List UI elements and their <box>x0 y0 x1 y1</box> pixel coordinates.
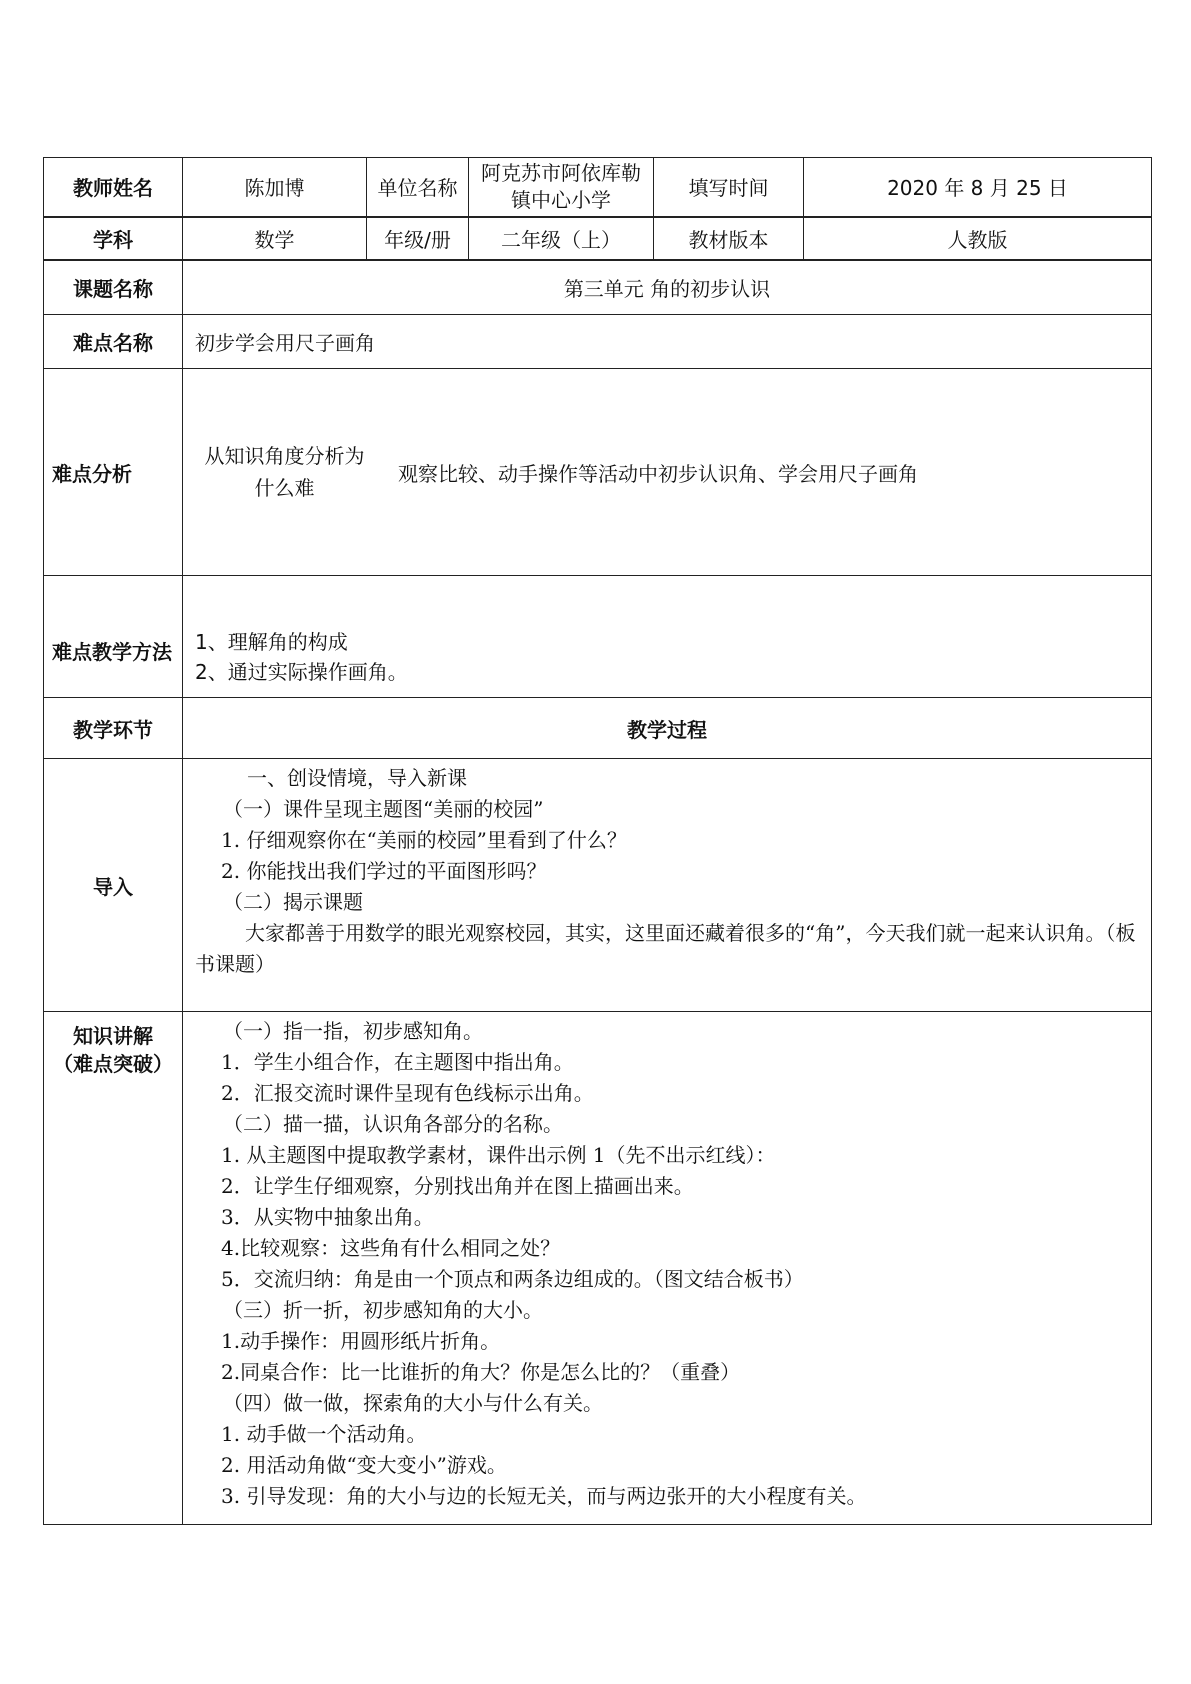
difficulty-label: 难点名称 <box>44 315 183 369</box>
analysis-sub-label: 从知识角度分析为什么难 <box>204 444 365 500</box>
fill-date-label: 填写时间 <box>654 158 804 217</box>
knowledge-line: （二）描一描，认识角各部分的名称。 <box>223 1112 563 1136</box>
subject-value: 数学 <box>183 217 367 260</box>
knowledge-line: 5．交流归纳：角是由一个顶点和两条边组成的。（图文结合板书） <box>221 1267 804 1291</box>
knowledge-line: （三）折一折，初步感知角的大小。 <box>223 1298 543 1322</box>
knowledge-line: 1. 从主题图中提取教学素材，课件出示例 1（先不出示红线）： <box>221 1143 776 1167</box>
method-item: 2、通过实际操作画角。 <box>195 659 408 684</box>
knowledge-line: 3．从实物中抽象出角。 <box>221 1205 434 1229</box>
intro-line: 大家都善于用数学的眼光观察校园，其实，这里面还藏着很多的“角”，今天我们就一起来认识角。（板书课题） <box>195 921 1136 976</box>
knowledge-label-line2: （难点突破） <box>53 1052 173 1076</box>
intro-line: 1. 仔细观察你在“美丽的校园”里看到了什么？ <box>221 828 627 852</box>
edition-value: 人教版 <box>804 217 1152 260</box>
fill-date-value: 2020 年 8 月 25 日 <box>804 158 1152 217</box>
knowledge-line: （一）指一指，初步感知角。 <box>223 1019 483 1043</box>
topic-value: 第三单元 角的初步认识 <box>183 260 1152 315</box>
method-label: 难点教学方法 <box>44 576 183 698</box>
unit-name-value: 阿克苏市阿依库勒镇中心小学 <box>469 158 654 217</box>
grade-label: 年级/册 <box>367 217 469 260</box>
knowledge-line: 1．学生小组合作，在主题图中指出角。 <box>221 1050 574 1074</box>
teacher-name-label: 教师姓名 <box>44 158 183 217</box>
method-value <box>183 576 1152 698</box>
knowledge-line: 2．汇报交流时课件呈现有色线标示出角。 <box>221 1081 594 1105</box>
intro-line: （二）揭示课题 <box>223 890 363 914</box>
lesson-plan-table <box>43 157 1152 1525</box>
grade-value: 二年级（上） <box>469 217 654 260</box>
analysis-value: 观察比较、动手操作等活动中初步认识角、学会用尺子画角 <box>398 461 918 486</box>
difficulty-value: 初步学会用尺子画角 <box>183 315 1152 369</box>
method-item: 1、理解角的构成 <box>195 629 348 654</box>
analysis-cell <box>183 369 1152 576</box>
analysis-label: 难点分析 <box>44 369 183 576</box>
knowledge-line: 3. 引导发现：角的大小与边的长短无关，而与两边张开的大小程度有关。 <box>221 1484 867 1508</box>
process-header: 教学过程 <box>183 698 1152 759</box>
knowledge-label-line1: 知识讲解 <box>73 1024 153 1048</box>
process-step-label: 教学环节 <box>44 698 183 759</box>
teacher-name-value: 陈加博 <box>183 158 367 217</box>
knowledge-label <box>44 1012 183 1525</box>
knowledge-line: 2.同桌合作：比一比谁折的角大？你是怎么比的？（重叠） <box>221 1360 741 1384</box>
intro-line: 一、创设情境，导入新课 <box>247 766 467 790</box>
knowledge-line: 2．让学生仔细观察，分别找出角并在图上描画出来。 <box>221 1174 694 1198</box>
knowledge-line: 1. 动手做一个活动角。 <box>221 1422 427 1446</box>
analysis-nested-table <box>183 370 1151 575</box>
intro-line: 2. 你能找出我们学过的平面图形吗？ <box>221 859 547 883</box>
edition-label: 教材版本 <box>654 217 804 260</box>
unit-name-label: 单位名称 <box>367 158 469 217</box>
knowledge-line: 2. 用活动角做“变大变小”游戏。 <box>221 1453 507 1477</box>
knowledge-content <box>183 1012 1152 1525</box>
topic-label: 课题名称 <box>44 260 183 315</box>
knowledge-line: 1.动手操作：用圆形纸片折角。 <box>221 1329 501 1353</box>
knowledge-line: 4.比较观察：这些角有什么相同之处？ <box>221 1236 561 1260</box>
knowledge-line: （四）做一做，探索角的大小与什么有关。 <box>223 1391 603 1415</box>
subject-label: 学科 <box>44 217 183 260</box>
intro-line: （一）课件呈现主题图“美丽的校园” <box>223 797 544 821</box>
intro-label: 导入 <box>44 759 183 1012</box>
intro-content <box>183 759 1152 1012</box>
